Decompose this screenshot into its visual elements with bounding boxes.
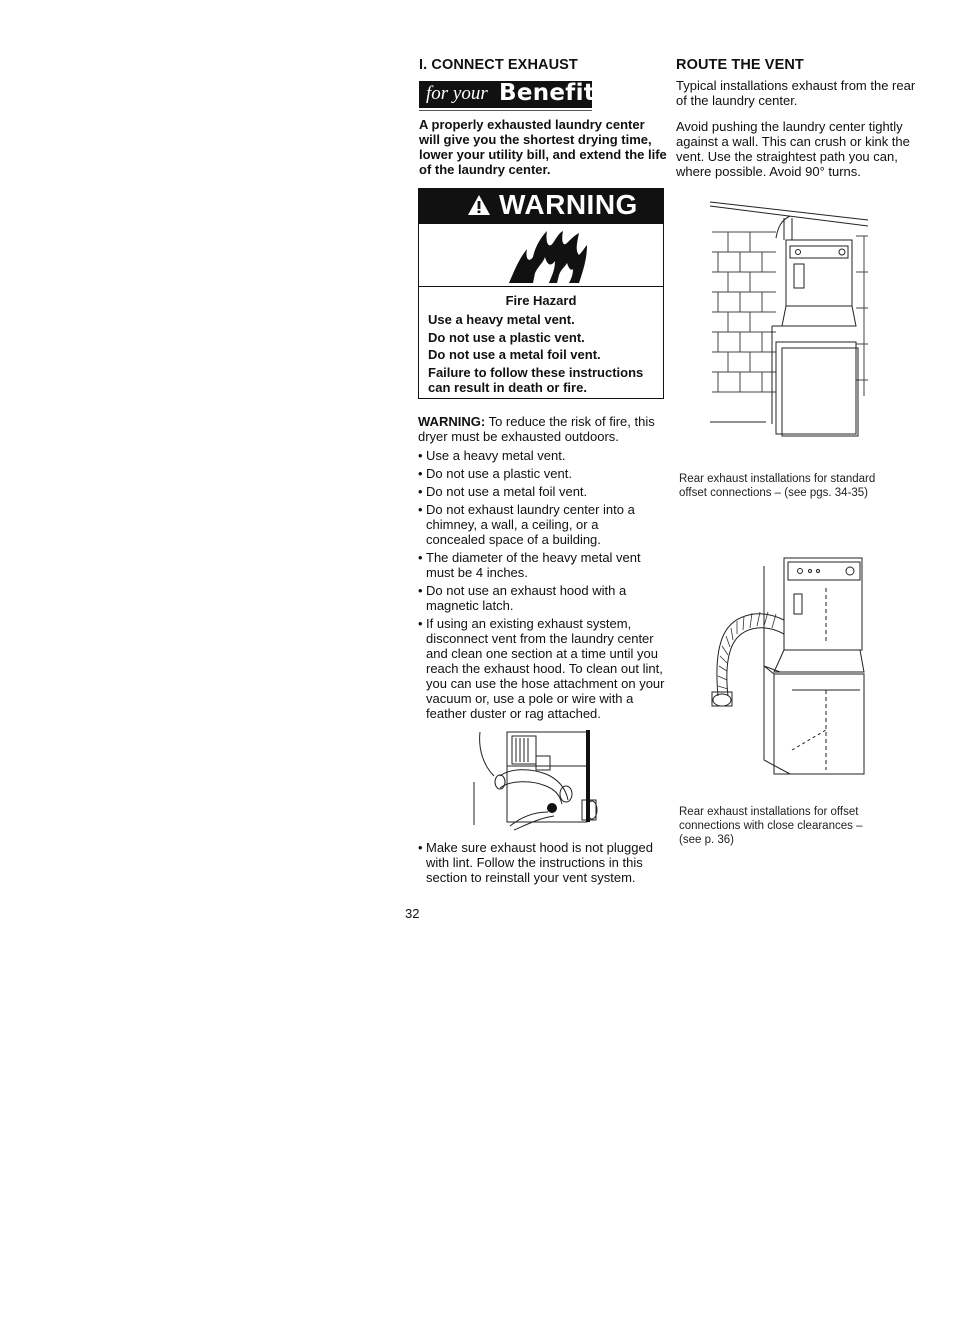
page-number: 32	[405, 906, 420, 921]
exhaust-hood-illustration	[470, 730, 602, 835]
list-item: • Do not exhaust laundry center into a chimney, a wall, a ceiling, or a concealed space of a building.	[418, 502, 668, 547]
section-heading-route-vent: ROUTE THE VENT	[676, 57, 804, 73]
list-item: • Do not use an exhaust hood with a magnetic latch.	[418, 583, 668, 613]
badge-prefix: for your	[426, 83, 488, 104]
warning-line: Use a heavy metal vent.	[428, 312, 575, 327]
final-bullet-list	[418, 840, 668, 888]
warning-line: Do not use a plastic vent.	[428, 330, 585, 345]
caption-close-clearances: Rear exhaust installations for offset connections with close clearances – (see p. 36)	[679, 806, 863, 846]
warning-title: Fire Hazard	[505, 293, 577, 308]
caption-standard-offset: Rear exhaust installations for standard offset connections – (see pgs. 34-35)	[679, 473, 876, 499]
warning-box	[418, 188, 664, 399]
warning-text: To reduce the risk of fire, this dryer must be exhausted outdoors.	[418, 414, 655, 444]
fire-hazard-icon	[505, 229, 589, 283]
route-paragraph-2: Avoid pushing the laundry center tightly against a wall. This can crush or kink the vent. Use the straightest path you can, where possible. Avoid 90° turns.	[676, 119, 910, 179]
warning-line: Do not use a metal foil vent.	[428, 347, 601, 362]
list-item: • Use a heavy metal vent.	[418, 448, 668, 463]
intro-paragraph: A properly exhausted laundry center will give you the shortest drying time, lower your utility bill, and extend the life of the laundry center.	[419, 117, 667, 177]
warning-label: WARNING:	[418, 414, 486, 429]
warning-line: Failure to follow these instructions can result in death or fire.	[428, 365, 644, 395]
badge-underline	[419, 110, 592, 111]
list-item: • Do not use a plastic vent.	[418, 466, 668, 481]
route-paragraph-1: Typical installations exhaust from the rear of the laundry center.	[676, 78, 916, 108]
section-heading-connect-exhaust: I. CONNECT EXHAUST	[419, 57, 578, 73]
laundry-center-offset-illustration	[700, 550, 870, 780]
bullet-list	[418, 448, 668, 724]
for-your-benefit-badge	[419, 80, 596, 108]
warning-divider	[419, 286, 663, 287]
warning-header-text: WARNING	[499, 189, 638, 220]
list-item: • Make sure exhaust hood is not plugged with lint. Follow the instructions in this section to reinstall your vent system.	[418, 840, 668, 885]
warning-paragraph	[418, 414, 668, 444]
warning-triangle-icon	[467, 194, 491, 216]
list-item: • The diameter of the heavy metal vent must be 4 inches.	[418, 550, 668, 580]
warning-header	[419, 189, 663, 224]
list-item: • If using an existing exhaust system, disconnect vent from the laundry center and clean one section at a time until you reach the exhaust hood. To clean out lint, you can use the hose attachment on your vacuum or, use a pole or wire with a feather duster or rag attached.	[418, 616, 668, 721]
list-item: • Do not use a metal foil vent.	[418, 484, 668, 499]
laundry-center-wall-illustration	[706, 196, 874, 440]
badge-word: Benefit	[499, 80, 596, 106]
